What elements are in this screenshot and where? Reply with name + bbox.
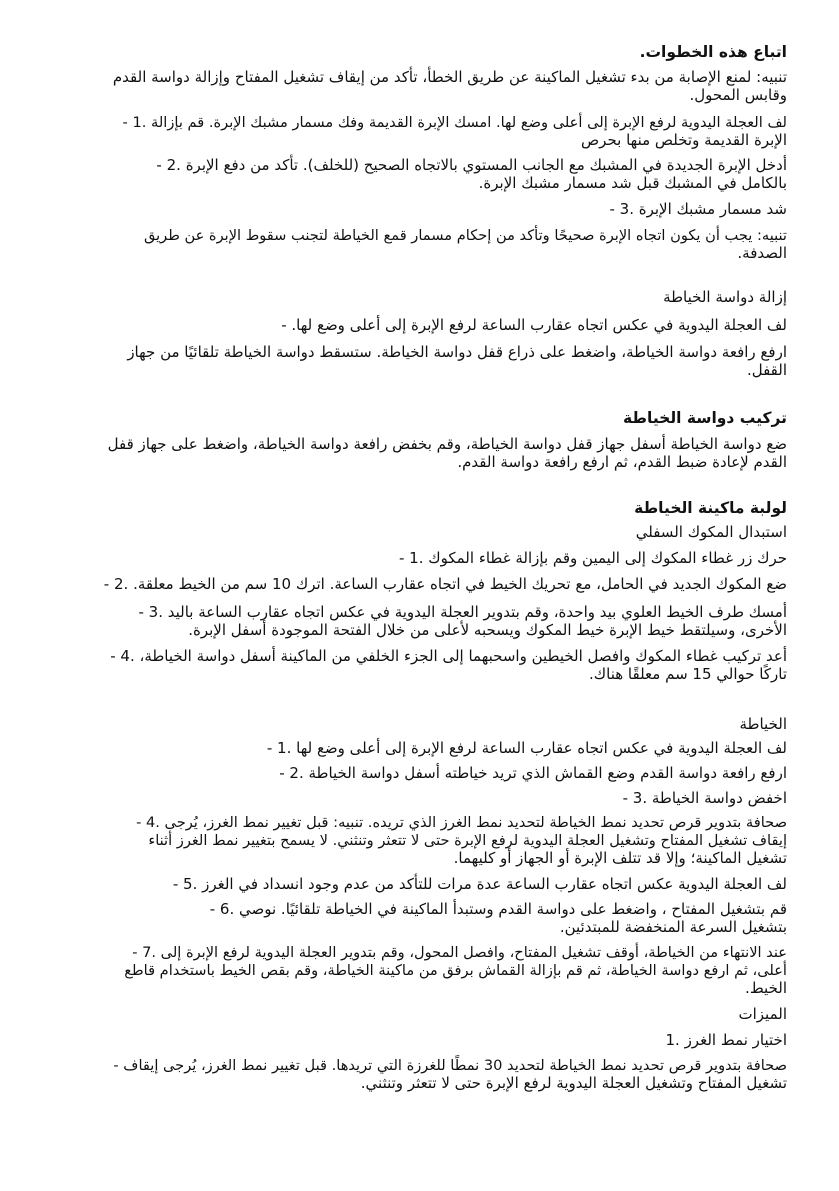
step-text: لف العجلة اليدوية عكس اتجاه عقارب الساعة عدة مرات للتأكد من عدم وجود انسداد في الغرز .5 - (172, 875, 787, 893)
section-title: الخياطة (739, 715, 787, 733)
section-title: الميزات (738, 1005, 787, 1023)
step-text: إيقاف تشغيل المفتاح وتشغيل العجلة اليدوية لرفع الإبرة حتى لا تتعثر وتنثني. لا يسمح بتغيير نمط الغرز أثناء (148, 832, 787, 849)
section-title: لولبة ماكينة الخياطة (634, 499, 787, 517)
step-text: لف العجلة اليدوية لرفع الإبرة إلى أعلى وضع لها. امسك الإبرة القديمة وفك مسمار مشبك الإبرة. قم بإزالة .1 - (122, 114, 787, 131)
step-text: قم بتشغيل المفتاح ، واضغط على دواسة القدم وستبدأ الماكينة في الخياطة تلقائيًا. نوصي .6 - (209, 900, 787, 918)
body-text: صحافة بتدوير قرص تحديد نمط الخياطة لتحديد 30 نمطًا للغرزة التي تريدها. قبل تغيير نمط الغرز، يُرجى إيقاف - (113, 1057, 787, 1074)
section-title: تركيب دواسة الخياطة (623, 409, 787, 427)
step-text: تاركًا حوالي 15 سم معلقًا هناك. (589, 665, 787, 683)
step-text: اخفض دواسة الخياطة .3 - (622, 789, 787, 807)
step-text: أمسك طرف الخيط العلوي بيد واحدة، وقم بتدوير العجلة اليدوية في عكس اتجاه عقارب الساعة باليد .3 - (138, 603, 787, 621)
warning-text: تنبيه: لمنع الإصابة من بدء تشغيل الماكينة عن طريق الخطأ، تأكد من إيقاف تشغيل المفتاح وإزالة دواسة القدم (112, 68, 787, 86)
section-subtitle: استبدال المكوك السفلي (635, 523, 787, 541)
step-text: صحافة بتدوير قرص تحديد نمط الخياطة لتحديد نمط الغرز الذي تريده. تنبيه: قبل تغيير نمط الغرز، يُرجى .4 - (136, 814, 787, 831)
body-text: ضع دواسة الخياطة أسفل جهاز قفل دواسة الخياطة، وقم بخفض رافعة دواسة الخياطة، واضغط على جهاز قفل (107, 435, 787, 453)
warning-text: تنبيه: يجب أن يكون اتجاه الإبرة صحيحًا وتأكد من إحكام مسمار قمع الخياطة لتجنب سقوط الإبرة عن طريق (143, 227, 787, 244)
body-text: لف العجلة اليدوية في عكس اتجاه عقارب الساعة لرفع الإبرة إلى أعلى وضع لها. - (281, 316, 787, 334)
step-text: ارفع رافعة دواسة القدم وضع القماش الذي تريد خياطته أسفل دواسة الخياطة .2 - (279, 764, 787, 782)
section-subtitle: اختيار نمط الغرز .1 (665, 1031, 787, 1049)
section-title: اتباع هذه الخطوات. (639, 43, 787, 61)
warning-text: الصدفة. (737, 244, 787, 262)
step-text: لف العجلة اليدوية في عكس اتجاه عقارب الساعة لرفع الإبرة إلى أعلى وضع لها .1 - (266, 739, 787, 757)
step-text: عند الانتهاء من الخياطة، أوقف تشغيل المفتاح، وافصل المحول، وقم بتدوير العجلة اليدوية لرفع الإبرة إلى .7 - (132, 944, 787, 961)
step-text: شد مسمار مشبك الإبرة .3 - (609, 200, 787, 218)
step-text: الخيط. (745, 979, 787, 997)
step-text: بالكامل في المشبك قبل شد مسمار مشبك الإبرة. (478, 174, 787, 192)
body-text: ارفع رافعة دواسة الخياطة، واضغط على ذراع قفل دواسة الخياطة. ستسقط دواسة الخياطة تلقائيًا من جهاز (127, 343, 787, 361)
step-text: أدخل الإبرة الجديدة في المشبك مع الجانب المستوي بالاتجاه الصحيح (للخلف). تأكد من دفع الإبرة .2 - (156, 156, 787, 174)
step-text: الإبرة القديمة وتخلص منها بحرص (581, 131, 787, 149)
step-text: أعد تركيب غطاء المكوك وافصل الخيطين واسحبهما إلى الجزء الخلفي من الماكينة أسفل دواسة الخياطة، .4 - (110, 647, 787, 665)
step-text: تشغيل الماكينة؛ وإلا قد تتلف الإبرة أو الجهاز أو كليهما. (453, 849, 787, 867)
body-text: تشغيل المفتاح وتشغيل العجلة اليدوية لرفع الإبرة حتى لا تتعثر وتنثني. (360, 1074, 787, 1092)
step-text: حرك زر غطاء المكوك إلى اليمين وقم بإزالة غطاء المكوك .1 - (398, 549, 787, 567)
step-text: ضع المكوك الجديد في الحامل، مع تحريك الخيط في اتجاه عقارب الساعة. اترك 10 سم من الخيط معلقة. .2 - (103, 575, 787, 593)
section-title: إزالة دواسة الخياطة (663, 288, 787, 306)
body-text: القدم لإعادة ضبط القدم، ثم ارفع رافعة دواسة القدم. (457, 453, 787, 471)
warning-text: وقابس المحول. (689, 86, 787, 104)
body-text: القفل. (746, 361, 787, 379)
step-text: بتشغيل السرعة المنخفضة للمبتدئين. (559, 918, 787, 936)
step-text: الأخرى، وسيلتقط خيط الإبرة خيط المكوك ويسحبه لأعلى من خلال الفتحة الموجودة أسفل الإبرة. (188, 621, 787, 639)
step-text: أعلى، ثم ارفع دواسة الخياطة، ثم قم بإزالة القماش برفق من ماكينة الخياطة، وقم بقص الخيط باستخدام قاطع (124, 962, 787, 979)
